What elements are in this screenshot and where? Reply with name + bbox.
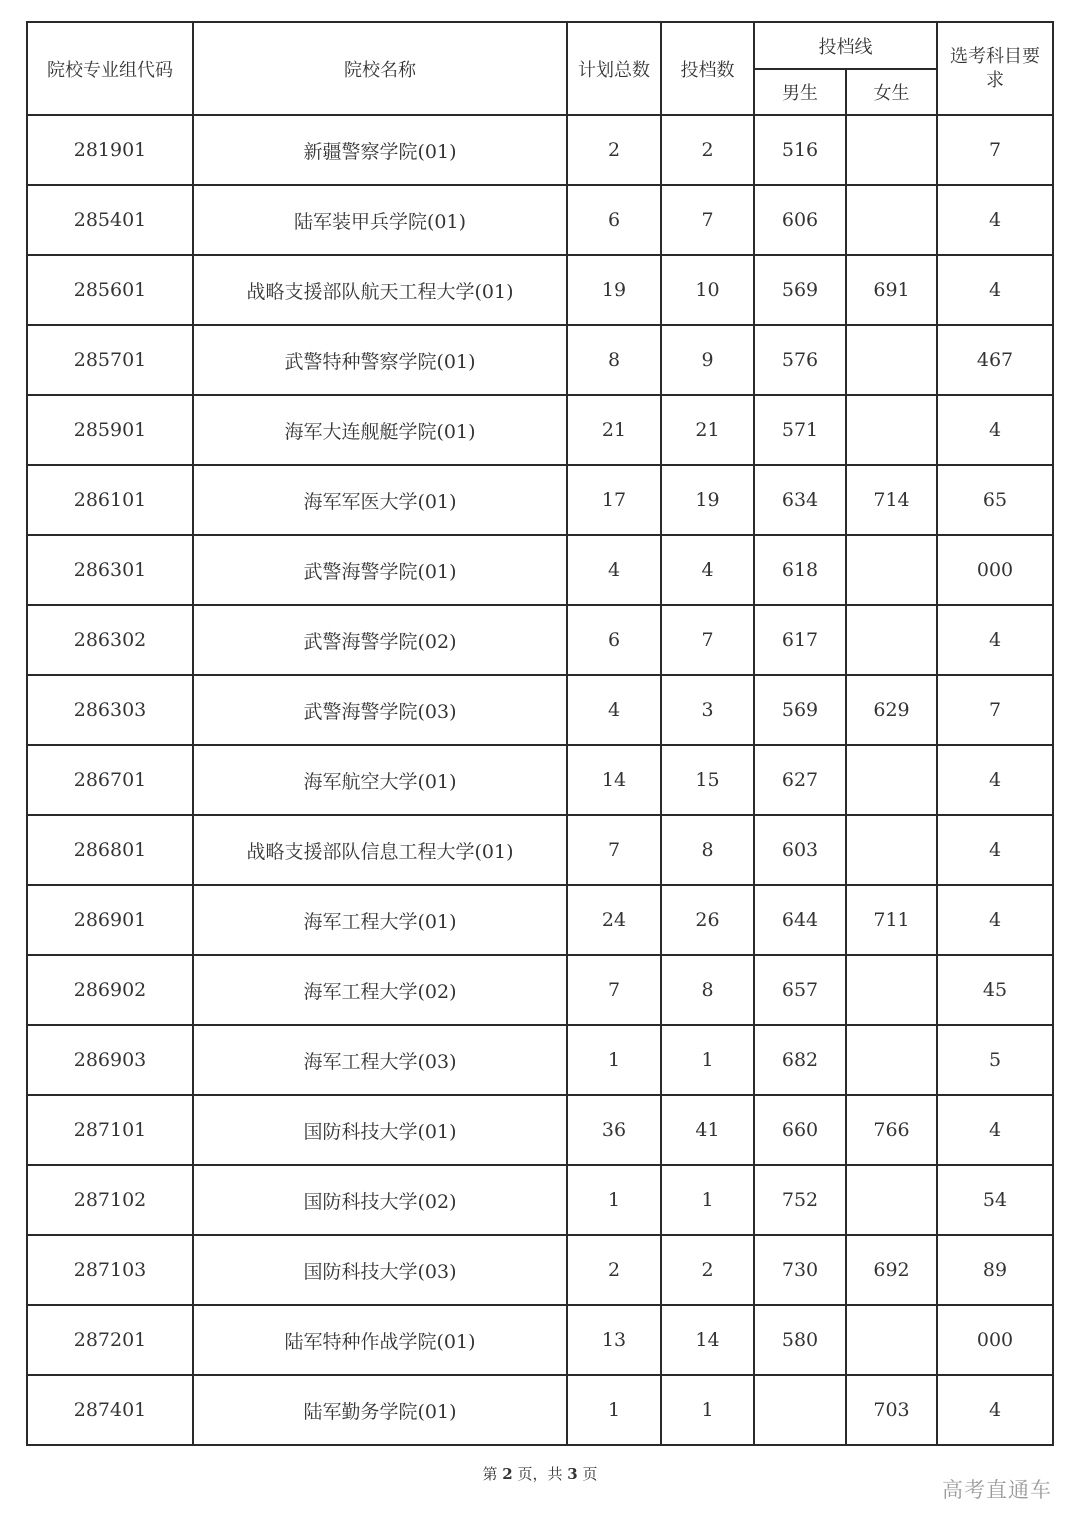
cell-plan: 1 — [567, 1025, 661, 1095]
table-row — [27, 115, 1053, 185]
cell-male-cutoff: 603 — [754, 815, 846, 885]
cell-plan: 24 — [567, 885, 661, 955]
cell-code: 287201 — [27, 1305, 193, 1375]
table-row — [27, 1165, 1053, 1235]
watermark: 高考直通车 — [942, 1478, 1052, 1502]
table-row — [27, 1375, 1053, 1445]
cell-subjects: 5 — [937, 1025, 1053, 1095]
cell-name: 陆军装甲兵学院(01) — [193, 185, 567, 255]
cell-female-cutoff — [846, 1165, 937, 1235]
table-row — [27, 675, 1053, 745]
table-row — [27, 535, 1053, 605]
cell-plan: 7 — [567, 815, 661, 885]
cell-female-cutoff — [846, 185, 937, 255]
cell-female-cutoff — [846, 115, 937, 185]
cell-male-cutoff: 634 — [754, 465, 846, 535]
cell-male-cutoff: 644 — [754, 885, 846, 955]
cell-subjects: 4 — [937, 185, 1053, 255]
table-row — [27, 885, 1053, 955]
cell-plan: 2 — [567, 115, 661, 185]
header-name: 院校名称 — [193, 22, 567, 115]
table-row — [27, 1235, 1053, 1305]
cell-admitted: 8 — [661, 955, 754, 1025]
header-plan: 计划总数 — [567, 22, 661, 115]
cell-name: 战略支援部队航天工程大学(01) — [193, 255, 567, 325]
table-row — [27, 745, 1053, 815]
cell-male-cutoff: 569 — [754, 675, 846, 745]
cell-plan: 2 — [567, 1235, 661, 1305]
table-row — [27, 465, 1053, 535]
table-row — [27, 395, 1053, 465]
cell-subjects: 4 — [937, 745, 1053, 815]
cell-male-cutoff: 730 — [754, 1235, 846, 1305]
cell-subjects: 4 — [937, 1375, 1053, 1445]
cell-plan: 1 — [567, 1375, 661, 1445]
cell-female-cutoff — [846, 815, 937, 885]
cell-code: 287101 — [27, 1095, 193, 1165]
cell-female-cutoff — [846, 1025, 937, 1095]
cell-name: 武警海警学院(03) — [193, 675, 567, 745]
cell-female-cutoff: 766 — [846, 1095, 937, 1165]
table-row — [27, 1025, 1053, 1095]
cell-subjects: 54 — [937, 1165, 1053, 1235]
cell-male-cutoff: 618 — [754, 535, 846, 605]
table-row — [27, 955, 1053, 1025]
table-header — [27, 22, 1053, 115]
header-female: 女生 — [846, 69, 937, 115]
cell-male-cutoff: 516 — [754, 115, 846, 185]
cell-female-cutoff: 691 — [846, 255, 937, 325]
cell-female-cutoff — [846, 535, 937, 605]
cell-subjects: 000 — [937, 535, 1053, 605]
cell-subjects: 4 — [937, 255, 1053, 325]
header-code: 院校专业组代码 — [27, 22, 193, 115]
cell-admitted: 8 — [661, 815, 754, 885]
admission-table — [26, 21, 1054, 1446]
cell-plan: 17 — [567, 465, 661, 535]
cell-male-cutoff: 682 — [754, 1025, 846, 1095]
table-row — [27, 605, 1053, 675]
cell-female-cutoff — [846, 325, 937, 395]
cell-code: 286901 — [27, 885, 193, 955]
cell-plan: 7 — [567, 955, 661, 1025]
cell-admitted: 10 — [661, 255, 754, 325]
cell-male-cutoff: 752 — [754, 1165, 846, 1235]
cell-admitted: 1 — [661, 1375, 754, 1445]
cell-subjects: 7 — [937, 675, 1053, 745]
cell-female-cutoff: 629 — [846, 675, 937, 745]
cell-subjects: 7 — [937, 115, 1053, 185]
cell-name: 武警海警学院(02) — [193, 605, 567, 675]
cell-admitted: 1 — [661, 1165, 754, 1235]
cell-female-cutoff: 703 — [846, 1375, 937, 1445]
cell-code: 286903 — [27, 1025, 193, 1095]
cell-code: 287102 — [27, 1165, 193, 1235]
cell-plan: 13 — [567, 1305, 661, 1375]
cell-admitted: 41 — [661, 1095, 754, 1165]
cell-female-cutoff — [846, 955, 937, 1025]
cell-admitted: 19 — [661, 465, 754, 535]
cell-name: 海军军医大学(01) — [193, 465, 567, 535]
cell-name: 陆军特种作战学院(01) — [193, 1305, 567, 1375]
header-cutoff: 投档线 — [754, 22, 937, 69]
cell-admitted: 3 — [661, 675, 754, 745]
cell-code: 286801 — [27, 815, 193, 885]
cell-male-cutoff: 617 — [754, 605, 846, 675]
table-row — [27, 185, 1053, 255]
cell-name: 武警特种警察学院(01) — [193, 325, 567, 395]
cell-plan: 6 — [567, 605, 661, 675]
cell-name: 国防科技大学(03) — [193, 1235, 567, 1305]
header-male: 男生 — [754, 69, 846, 115]
cell-male-cutoff: 660 — [754, 1095, 846, 1165]
cell-male-cutoff: 569 — [754, 255, 846, 325]
cell-male-cutoff: 580 — [754, 1305, 846, 1375]
cell-subjects: 467 — [937, 325, 1053, 395]
cell-male-cutoff — [754, 1375, 846, 1445]
cell-name: 海军大连舰艇学院(01) — [193, 395, 567, 465]
cell-male-cutoff: 606 — [754, 185, 846, 255]
cell-plan: 8 — [567, 325, 661, 395]
cell-name: 国防科技大学(02) — [193, 1165, 567, 1235]
cell-code: 286902 — [27, 955, 193, 1025]
cell-name: 国防科技大学(01) — [193, 1095, 567, 1165]
footer-suffix: 页 — [582, 1465, 598, 1483]
table-row — [27, 325, 1053, 395]
cell-code: 286701 — [27, 745, 193, 815]
cell-admitted: 2 — [661, 115, 754, 185]
cell-admitted: 9 — [661, 325, 754, 395]
footer-prefix: 第 — [482, 1465, 498, 1483]
table-row — [27, 1305, 1053, 1375]
cell-code: 281901 — [27, 115, 193, 185]
cell-admitted: 1 — [661, 1025, 754, 1095]
cell-code: 286101 — [27, 465, 193, 535]
table-row — [27, 255, 1053, 325]
cell-male-cutoff: 571 — [754, 395, 846, 465]
cell-name: 陆军勤务学院(01) — [193, 1375, 567, 1445]
cell-subjects: 4 — [937, 605, 1053, 675]
cell-subjects: 4 — [937, 395, 1053, 465]
cell-subjects: 4 — [937, 1095, 1053, 1165]
cell-code: 285401 — [27, 185, 193, 255]
cell-male-cutoff: 657 — [754, 955, 846, 1025]
cell-male-cutoff: 576 — [754, 325, 846, 395]
cell-code: 287103 — [27, 1235, 193, 1305]
table-row — [27, 1095, 1053, 1165]
cell-subjects: 000 — [937, 1305, 1053, 1375]
footer-middle: 页，共 — [517, 1465, 563, 1483]
cell-name: 新疆警察学院(01) — [193, 115, 567, 185]
cell-name: 海军工程大学(02) — [193, 955, 567, 1025]
cell-subjects: 65 — [937, 465, 1053, 535]
cell-female-cutoff: 711 — [846, 885, 937, 955]
table-row — [27, 815, 1053, 885]
cell-plan: 21 — [567, 395, 661, 465]
cell-female-cutoff — [846, 745, 937, 815]
cell-admitted: 15 — [661, 745, 754, 815]
cell-code: 285901 — [27, 395, 193, 465]
page-footer — [0, 1463, 1080, 1484]
cell-female-cutoff — [846, 395, 937, 465]
cell-female-cutoff — [846, 605, 937, 675]
cell-name: 海军航空大学(01) — [193, 745, 567, 815]
cell-male-cutoff: 627 — [754, 745, 846, 815]
cell-subjects: 4 — [937, 885, 1053, 955]
cell-code: 286301 — [27, 535, 193, 605]
cell-plan: 14 — [567, 745, 661, 815]
cell-female-cutoff: 714 — [846, 465, 937, 535]
footer-page-number: 2 — [502, 1465, 513, 1483]
cell-subjects: 4 — [937, 815, 1053, 885]
cell-name: 武警海警学院(01) — [193, 535, 567, 605]
cell-plan: 19 — [567, 255, 661, 325]
cell-name: 海军工程大学(03) — [193, 1025, 567, 1095]
cell-admitted: 14 — [661, 1305, 754, 1375]
cell-subjects: 45 — [937, 955, 1053, 1025]
cell-admitted: 26 — [661, 885, 754, 955]
table-body — [27, 115, 1053, 1445]
cell-admitted: 21 — [661, 395, 754, 465]
cell-plan: 6 — [567, 185, 661, 255]
footer-total-pages: 3 — [567, 1465, 578, 1483]
cell-plan: 36 — [567, 1095, 661, 1165]
cell-code: 285701 — [27, 325, 193, 395]
cell-code: 286302 — [27, 605, 193, 675]
cell-admitted: 4 — [661, 535, 754, 605]
cell-subjects: 89 — [937, 1235, 1053, 1305]
cell-female-cutoff: 692 — [846, 1235, 937, 1305]
cell-code: 287401 — [27, 1375, 193, 1445]
cell-plan: 4 — [567, 535, 661, 605]
cell-plan: 1 — [567, 1165, 661, 1235]
cell-name: 海军工程大学(01) — [193, 885, 567, 955]
cell-plan: 4 — [567, 675, 661, 745]
cell-admitted: 7 — [661, 605, 754, 675]
cell-code: 285601 — [27, 255, 193, 325]
cell-admitted: 7 — [661, 185, 754, 255]
cell-admitted: 2 — [661, 1235, 754, 1305]
header-admitted: 投档数 — [661, 22, 754, 115]
header-subjects: 选考科目要求 — [937, 22, 1053, 115]
cell-name: 战略支援部队信息工程大学(01) — [193, 815, 567, 885]
cell-female-cutoff — [846, 1305, 937, 1375]
cell-code: 286303 — [27, 675, 193, 745]
